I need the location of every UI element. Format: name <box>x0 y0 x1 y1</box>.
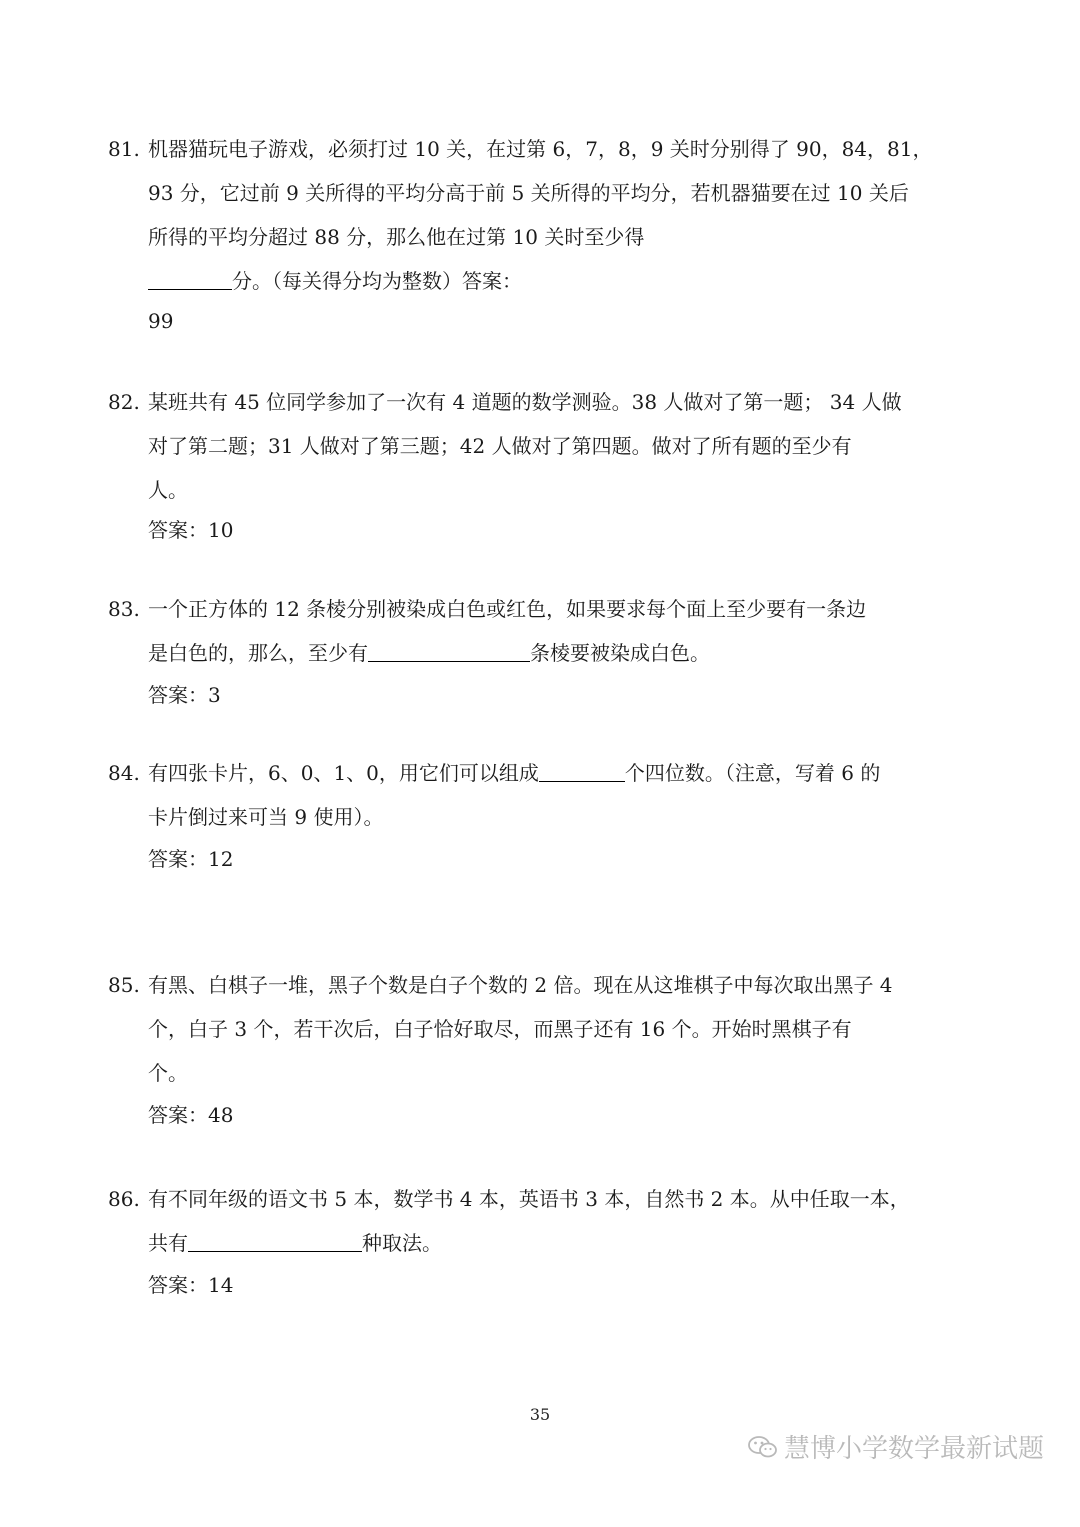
question-text-prefix: 是白色的，那么，至少有 <box>148 641 368 665</box>
question-text-line <box>148 752 880 794</box>
question-text-suffix: 分。（每关得分均为整数）答案： <box>232 269 522 293</box>
answer-text: 99 <box>148 309 174 333</box>
question-number: 82. <box>108 390 140 414</box>
answer-blank <box>188 1225 362 1252</box>
question-text-line: 一个正方体的 12 条棱分别被染成白色或红色，如果要求每个面上至少要有一条边 <box>148 597 867 621</box>
question-number: 85. <box>108 973 140 997</box>
question-text-line: 机器猫玩电子游戏，必须打过 10 关，在过第 6，7，8，9 关时分别得了 90，84，81， <box>148 137 933 161</box>
question-text-prefix: 共有 <box>148 1231 188 1255</box>
answer-blank <box>368 635 530 662</box>
answer-text: 答案：12 <box>148 847 234 871</box>
question-text-line: 所得的平均分超过 88 分，那么他在过第 10 关时至少得 <box>148 225 645 249</box>
question-text-line: 个，白子 3 个，若干次后，白子恰好取尽，而黑子还有 16 个。开始时黑棋子有 <box>148 1017 852 1041</box>
answer-text: 答案：10 <box>148 518 234 542</box>
answer-text: 答案：3 <box>148 683 221 707</box>
answer-text: 答案：48 <box>148 1103 234 1127</box>
question-text-line <box>148 632 710 674</box>
page-number: 35 <box>529 1405 551 1424</box>
question-text-line <box>148 260 522 302</box>
question-text-suffix: 个四位数。（注意，写着 6 的 <box>624 761 881 785</box>
question-number: 86. <box>108 1187 140 1211</box>
question-text-prefix: 有四张卡片，6、0、1、0，用它们可以组成 <box>148 761 539 785</box>
question-number: 83. <box>108 597 140 621</box>
answer-blank <box>148 263 232 290</box>
question-text-suffix: 种取法。 <box>362 1231 442 1255</box>
question-text-line: 有不同年级的语文书 5 本，数学书 4 本，英语书 3 本，自然书 2 本。从中任取一本， <box>148 1187 910 1211</box>
question-text-line: 有黑、白棋子一堆，黑子个数是白子个数的 2 倍。现在从这堆棋子中每次取出黑子 4 <box>148 973 893 997</box>
answer-blank <box>539 755 625 782</box>
question-text-line: 93 分，它过前 9 关所得的平均分高于前 5 关所得的平均分，若机器猫要在过 10 关后 <box>148 181 909 205</box>
wechat-icon <box>748 1435 778 1459</box>
question-text-suffix: 条棱要被染成白色。 <box>530 641 710 665</box>
watermark-text: 慧博小学数学最新试题 <box>783 1434 1044 1464</box>
question-text-line: 卡片倒过来可当 9 使用）。 <box>148 805 384 829</box>
question-text-line: 人。 <box>148 478 188 502</box>
question-number: 84. <box>108 761 140 785</box>
question-text-line: 对了第二题；31 人做对了第三题；42 人做对了第四题。做对了所有题的至少有 <box>148 434 852 458</box>
question-text-line: 个。 <box>148 1061 188 1085</box>
watermark <box>748 1428 1044 1465</box>
question-number: 81. <box>108 137 140 161</box>
question-text-line: 某班共有 45 位同学参加了一次有 4 道题的数学测验。38 人做对了第一题； 34 人做 <box>148 390 902 414</box>
answer-text: 答案：14 <box>148 1273 234 1297</box>
question-text-line <box>148 1222 442 1264</box>
